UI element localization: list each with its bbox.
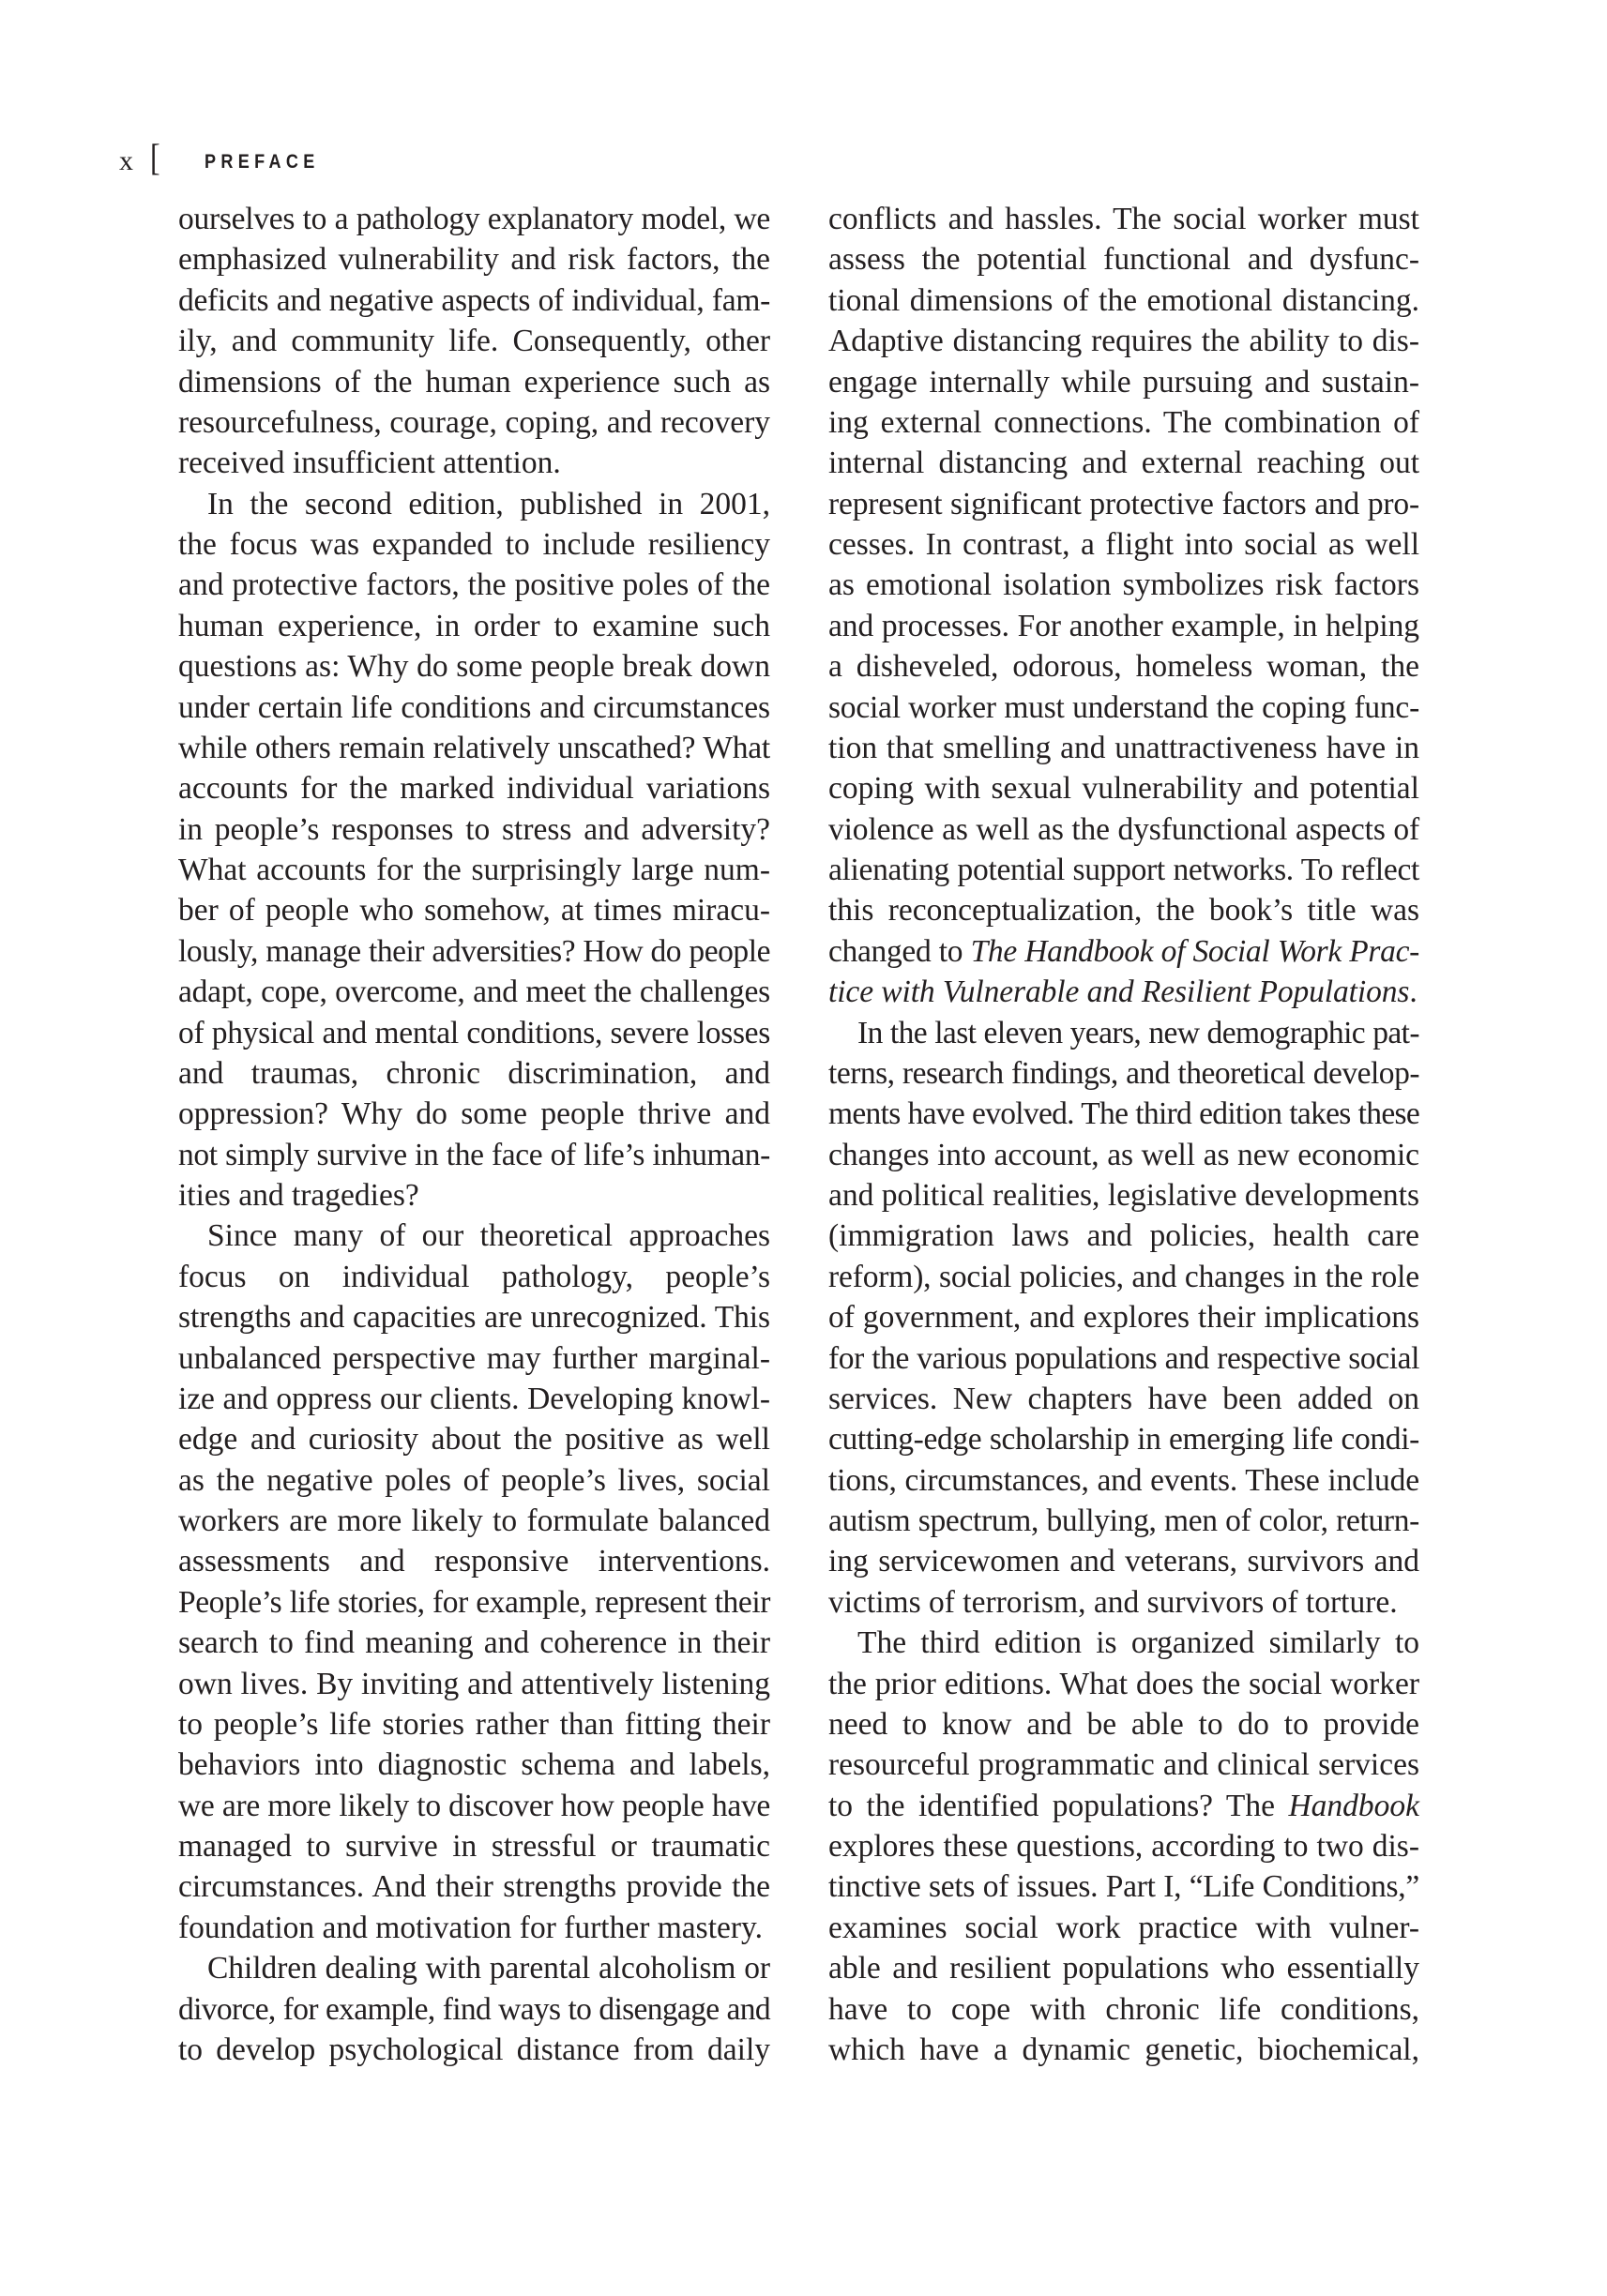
text-line: victims of terrorism, and survivors of torture. — [828, 1584, 1398, 1620]
text-line: under certain life conditions and circumstances — [178, 689, 770, 725]
text-line — [828, 931, 1419, 972]
text-line: emphasized vulnerability and risk factors, the — [178, 242, 770, 278]
text-line: questions as: Why do some people break down — [178, 649, 770, 685]
text-line: Children dealing with parental alcoholism or — [207, 1951, 770, 1986]
text-line: we are more likely to discover how people have — [178, 1788, 770, 1823]
text-line: tions, circumstances, and events. These include — [828, 1462, 1419, 1498]
text-segment: to the identified populations? The — [828, 1788, 1289, 1823]
text-line: People’s life stories, for example, represent their — [178, 1584, 770, 1620]
text-line: ize and oppress our clients. Developing knowl- — [178, 1381, 770, 1416]
text-line: ing external connections. The combination of — [828, 404, 1419, 440]
text-line — [828, 972, 1419, 1012]
text-line: assessments and responsive interventions. — [178, 1544, 770, 1579]
text-line: Adaptive distancing requires the ability to dis- — [828, 324, 1419, 359]
text-line: edge and curiosity about the positive as well — [178, 1422, 770, 1458]
text-line: engage internally while pursuing and sustain- — [828, 364, 1419, 400]
text-line: search to find meaning and coherence in their — [178, 1625, 770, 1661]
text-line: and traumas, chronic discrimination, and — [178, 1055, 770, 1091]
text-line: received insufficient attention. — [178, 446, 561, 481]
text-line: resourcefulness, courage, coping, and recovery — [178, 404, 770, 440]
text-line: dimensions of the human experience such as — [178, 364, 770, 400]
text-line: divorce, for example, find ways to disengage and — [178, 1991, 770, 2027]
text-line: managed to survive in stressful or traumatic — [178, 1829, 770, 1864]
text-line: alienating potential support networks. To reflect — [828, 853, 1419, 887]
text-line: accounts for the marked individual variations — [178, 771, 770, 807]
text-line: (immigration laws and policies, health care — [828, 1218, 1419, 1254]
text-line: not simply survive in the face of life’s inhuman- — [178, 1137, 770, 1172]
text-line: as emotional isolation symbolizes risk factors — [828, 567, 1419, 603]
text-line: to people’s life stories rather than fitting their — [178, 1706, 770, 1742]
text-line: own lives. By inviting and attentively listening — [178, 1666, 770, 1701]
text-line: as the negative poles of people’s lives, social — [178, 1462, 770, 1498]
text-line: ities and tragedies? — [178, 1178, 419, 1213]
text-line: ber of people who somehow, at times miracu- — [178, 893, 770, 929]
text-segment: . — [1409, 974, 1417, 1010]
text-line: assess the potential functional and dysfunc- — [828, 242, 1419, 278]
text-line: deficits and negative aspects of individual, fam- — [178, 282, 770, 318]
text-line: services. New chapters have been added on — [828, 1381, 1419, 1416]
text-line: to develop psychological distance from daily — [178, 2032, 770, 2067]
text-line: Since many of our theoretical approaches — [207, 1218, 770, 1254]
italic-title-text: The Handbook of Social Work Prac- — [970, 933, 1419, 969]
text-line — [828, 1786, 1419, 1826]
italic-title-text: Handbook — [1288, 1788, 1419, 1823]
text-line: in people’s responses to stress and adversity? — [178, 811, 770, 847]
text-line: The third edition is organized similarly to — [857, 1625, 1419, 1661]
text-line: resourceful programmatic and clinical services — [828, 1747, 1419, 1783]
text-line: and political realities, legislative developments — [828, 1178, 1419, 1213]
text-line: this reconceptualization, the book’s title was — [828, 893, 1419, 929]
text-line: unbalanced perspective may further marginal- — [178, 1340, 770, 1376]
text-line: of physical and mental conditions, severe losses — [178, 1015, 770, 1050]
text-line: What accounts for the surprisingly large num- — [178, 853, 770, 887]
text-line: In the second edition, published in 2001, — [207, 486, 770, 521]
text-line: foundation and motivation for further mastery. — [178, 1910, 763, 1945]
text-line: explores these questions, according to two dis- — [828, 1829, 1419, 1864]
text-line: In the last eleven years, new demographic pat- — [857, 1015, 1419, 1050]
italic-title-text: tice with Vulnerable and Resilient Populations — [828, 974, 1410, 1010]
text-line: cesses. In contrast, a flight into social as well — [828, 527, 1419, 562]
text-line: behaviors into diagnostic schema and labels, — [178, 1747, 770, 1783]
text-line: circumstances. And their strengths provide the — [178, 1869, 770, 1905]
text-line: of government, and explores their implications — [828, 1300, 1419, 1336]
text-line: lously, manage their adversities? How do people — [178, 933, 770, 969]
text-line: conflicts and hassles. The social worker must — [828, 202, 1419, 236]
text-segment: changed to — [828, 933, 971, 969]
text-line: tional dimensions of the emotional distancing. — [828, 282, 1419, 318]
text-line: while others remain relatively unscathed? What — [178, 730, 770, 765]
right-text-column — [828, 199, 1419, 2070]
text-line: and protective factors, the positive poles of the — [178, 567, 770, 603]
text-line: focus on individual pathology, people’s — [178, 1259, 770, 1294]
text-line: the focus was expanded to include resiliency — [178, 527, 770, 562]
text-line: terns, research findings, and theoretical develop- — [828, 1055, 1419, 1091]
text-line: a disheveled, odorous, homeless woman, the — [828, 649, 1419, 685]
bracket-ornament: [ — [150, 136, 160, 178]
text-line: the prior editions. What does the social worker — [828, 1666, 1419, 1701]
text-line: internal distancing and external reaching out — [828, 446, 1419, 481]
text-line: cutting-edge scholarship in emerging life condi- — [828, 1422, 1419, 1458]
text-line: human experience, in order to examine such — [178, 608, 770, 643]
page-number: x — [119, 145, 133, 176]
text-line: social worker must understand the coping func- — [828, 689, 1419, 725]
text-line: ing servicewomen and veterans, survivors and — [828, 1544, 1419, 1579]
text-line: which have a dynamic genetic, biochemical, — [828, 2032, 1419, 2067]
text-line: strengths and capacities are unrecognized. This — [178, 1300, 770, 1336]
text-line: coping with sexual vulnerability and potential — [828, 771, 1419, 807]
text-line: tion that smelling and unattractiveness have in — [828, 730, 1419, 765]
text-line: reform), social policies, and changes in the role — [828, 1259, 1419, 1294]
text-line: ily, and community life. Consequently, other — [178, 324, 770, 359]
text-line: ments have evolved. The third edition takes these — [828, 1096, 1419, 1132]
text-line: tinctive sets of issues. Part I, “Life Conditions,” — [828, 1869, 1419, 1905]
text-line: able and resilient populations who essentially — [828, 1951, 1419, 1986]
text-line: have to cope with chronic life conditions, — [828, 1991, 1419, 2027]
text-line: oppression? Why do some people thrive and — [178, 1096, 770, 1132]
text-line: need to know and be able to do to provide — [828, 1706, 1419, 1742]
text-line: ourselves to a pathology explanatory model, we — [178, 202, 770, 236]
text-line: and processes. For another example, in helping — [828, 608, 1419, 643]
text-line: violence as well as the dysfunctional aspects of — [828, 811, 1419, 847]
text-line: adapt, cope, overcome, and meet the challenges — [178, 974, 770, 1010]
text-line: examines social work practice with vulner- — [828, 1910, 1419, 1945]
text-line: autism spectrum, bullying, men of color, return- — [828, 1503, 1419, 1538]
left-text-column — [178, 199, 770, 2070]
text-line: changes into account, as well as new economic — [828, 1137, 1419, 1172]
section-title: PREFACE — [205, 151, 320, 173]
text-line: represent significant protective factors and pro- — [828, 486, 1419, 521]
text-line: workers are more likely to formulate balanced — [178, 1503, 770, 1538]
text-line: for the various populations and respective social — [828, 1340, 1419, 1376]
